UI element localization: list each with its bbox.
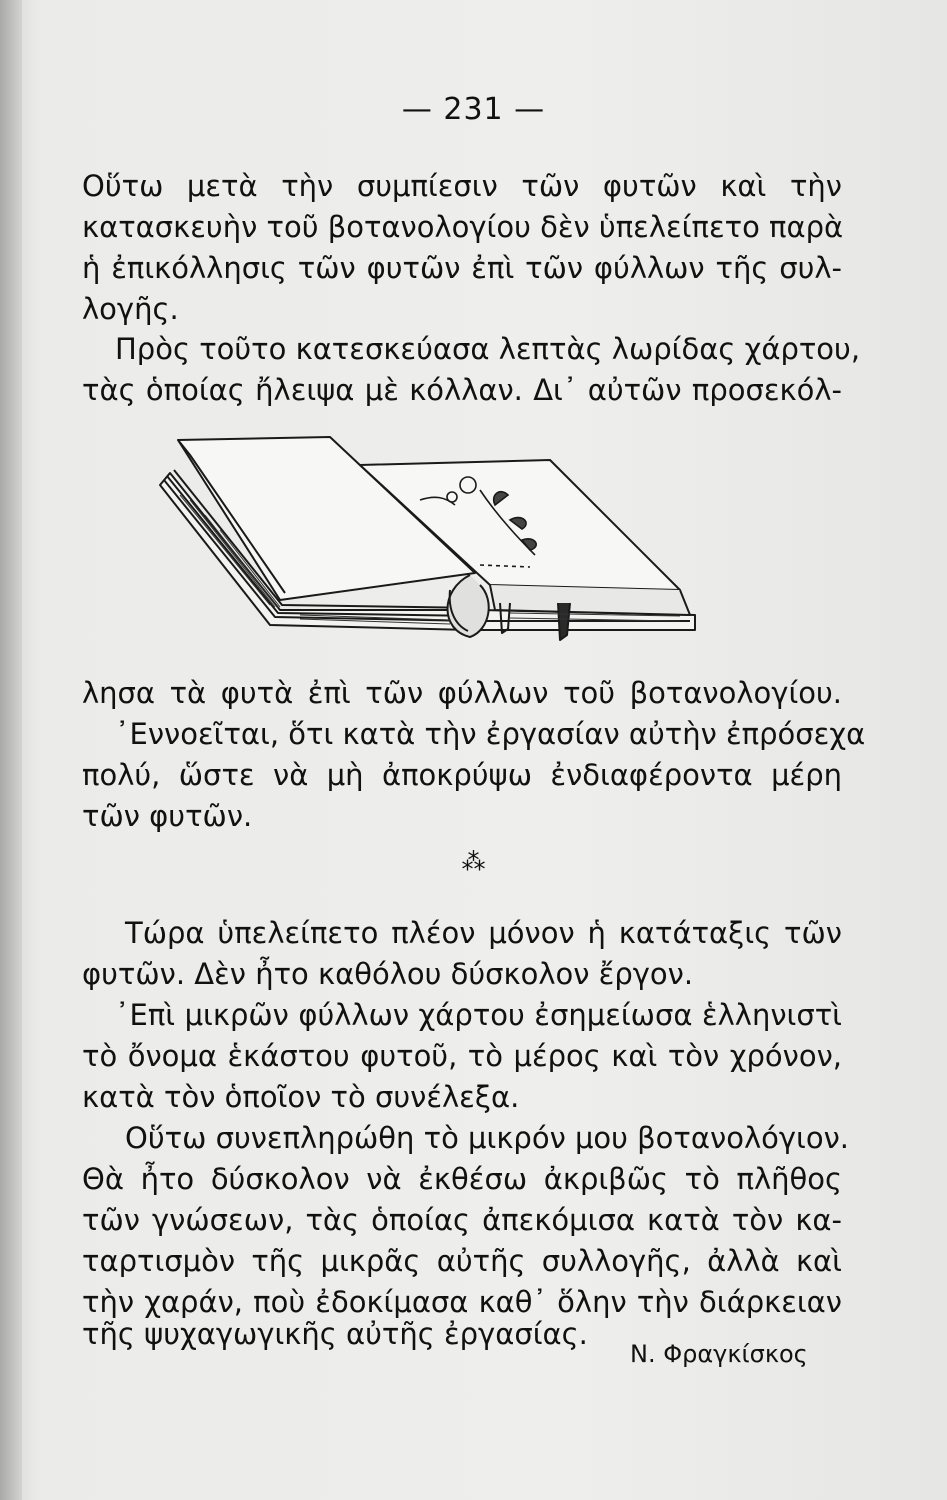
text-line: λησα τὰ φυτὰ ἐπὶ τῶν φύλλων τοῦ βοτανολογίου. [82,676,842,710]
text-line: Οὕτω μετὰ τὴν συμπίεσιν τῶν φυτῶν καὶ τὴν [82,169,842,203]
section-asterism: ⁂ [461,848,486,876]
text-line: τὸ ὄνομα ἑκάστου φυτοῦ, τὸ μέρος καὶ τὸν χρόνον, [82,1039,842,1073]
text-line: κατὰ τὸν ὁποῖον τὸ συνέλεξα. [82,1080,520,1114]
open-herbarium-book-illustration [150,425,710,665]
text-line: πολύ, ὥστε νὰ μὴ ἀποκρύψω ἐνδιαφέροντα μέρη [82,758,842,792]
author-signature: Ν. Φραγκίσκος [630,1340,808,1368]
text-line: τῶν φυτῶν. [82,799,253,833]
paragraph-start-line: Οὕτω συνεπληρώθη τὸ μικρόν μου βοτανολόγιον. [125,1121,849,1155]
text-line: τῶν γνώσεων, τὰς ὁποίας ἀπεκόμισα κατὰ τὸν κα- [82,1203,842,1237]
text-line: κατασκευὴν τοῦ βοτανολογίου δὲν ὑπελείπετο παρὰ [82,210,844,244]
text-line: τὴν χαράν, ποὺ ἐδοκίμασα καθ᾿ ὅλην τὴν διάρκειαν [82,1285,842,1319]
text-line: φυτῶν. Δὲν ἦτο καθόλου δύσκολον ἔργον. [82,957,694,991]
paragraph-start-line: Πρὸς τοῦτο κατεσκεύασα λεπτὰς λωρίδας χάρτου, [115,332,861,366]
text-line: λογῆς. [82,292,179,326]
page-gutter-shadow [0,0,22,1500]
text-line: ταρτισμὸν τῆς μικρᾶς αὐτῆς συλλογῆς, ἀλλὰ καὶ [82,1244,842,1278]
page-number: — 231 — [401,92,546,127]
paragraph-start-line: ᾿Εννοεῖται, ὅτι κατὰ τὴν ἐργασίαν αὐτὴν ἐπρόσεχα [115,717,866,751]
text-line: ἡ ἐπικόλλησις τῶν φυτῶν ἐπὶ τῶν φύλλων τῆς συλ- [82,251,842,285]
paragraph-start-line: Τώρα ὑπελείπετο πλέον μόνον ἡ κατάταξις τῶν [125,916,842,950]
text-line: τῆς ψυχαγωγικῆς αὐτῆς ἐργασίας. [82,1317,588,1351]
paragraph-start-line: ᾿Επὶ μικρῶν φύλλων χάρτου ἐσημείωσα ἑλληνιστὶ [115,998,842,1032]
text-line: τὰς ὁποίας ἤλειψα μὲ κόλλαν. Δι᾿ αὐτῶν προσεκόλ- [82,373,842,407]
text-line: Θὰ ἦτο δύσκολον νὰ ἐκθέσω ἀκριβῶς τὸ πλῆθος [82,1162,842,1196]
